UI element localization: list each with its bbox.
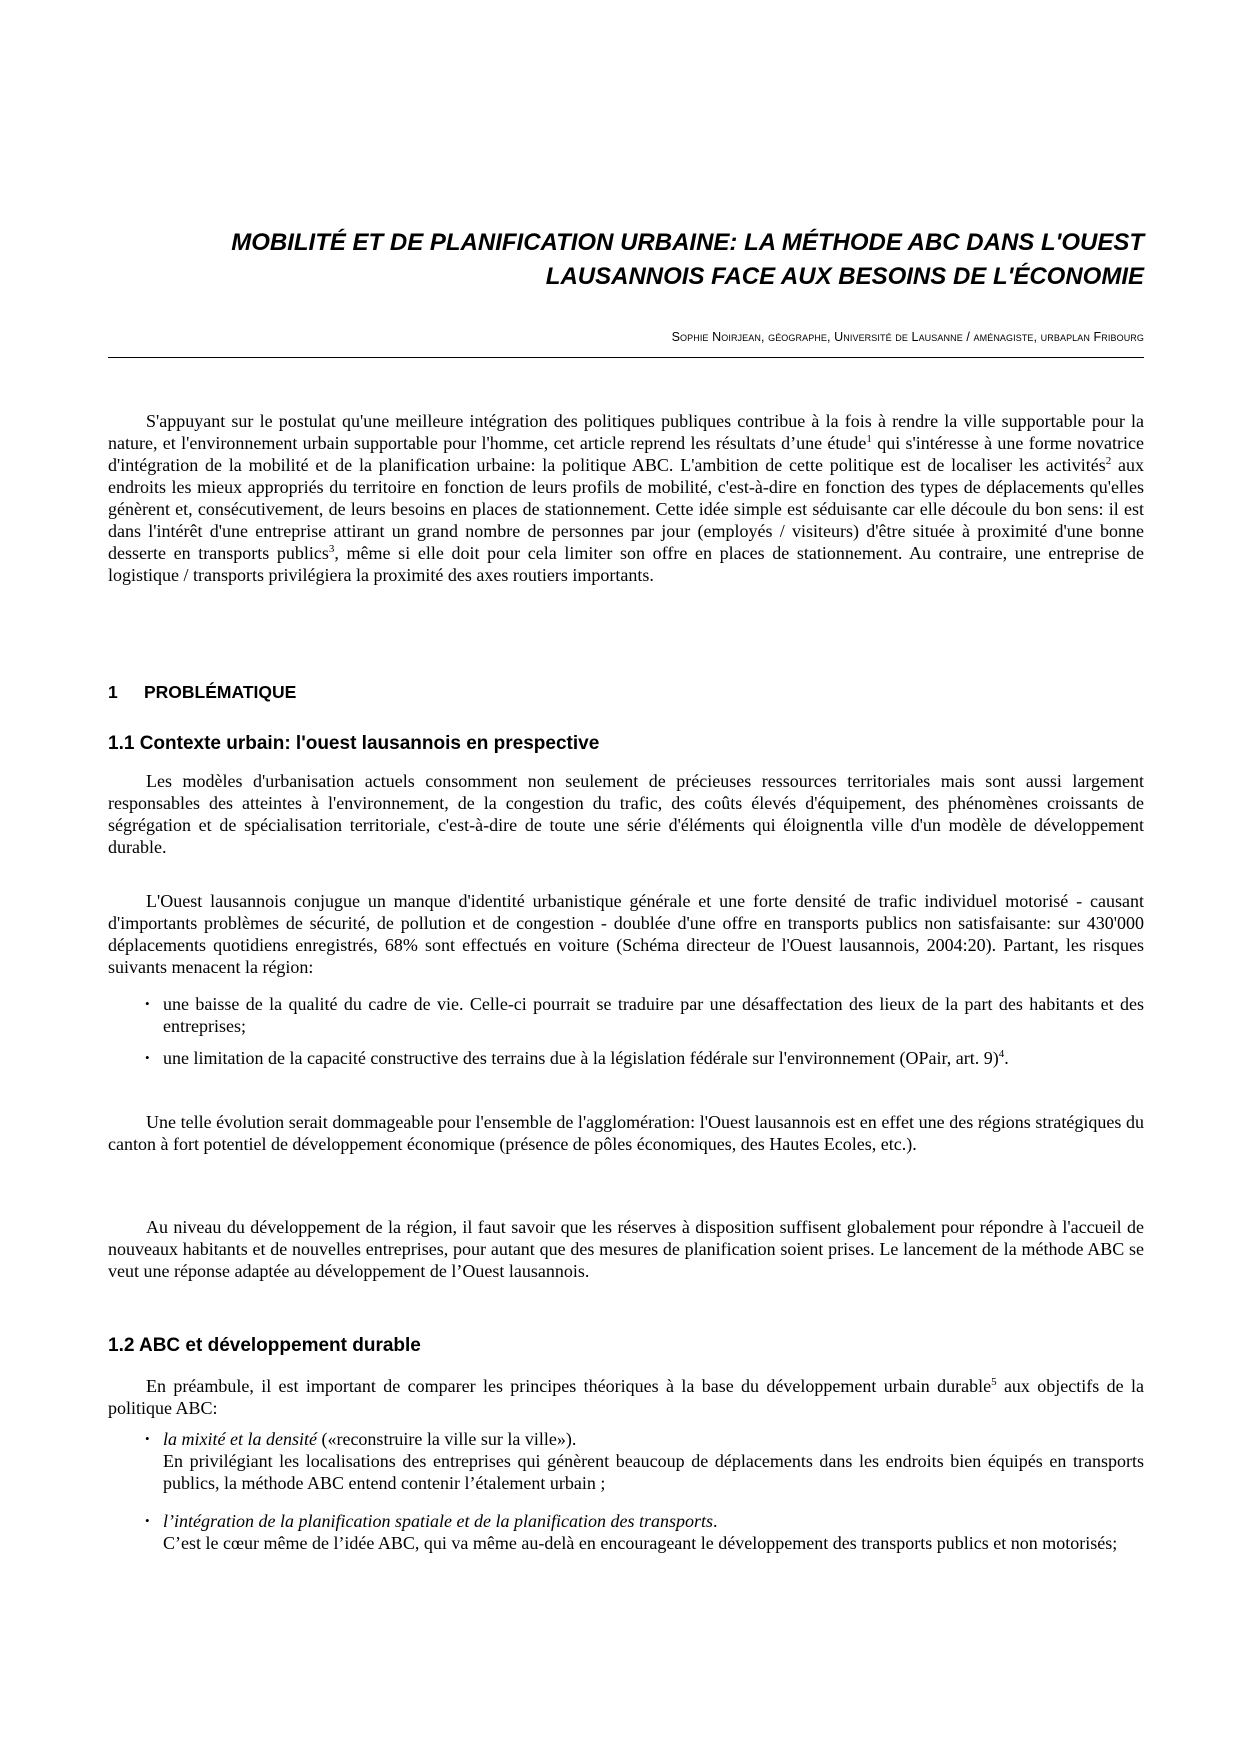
bullet-3-continuation: En privilégiant les localisations des entreprises qui génèrent beaucoup de déplacements dans les endroits bien équipés en transports publics, la méthode ABC entend contenir l’étalement urbain ; [163, 1451, 1144, 1493]
intro-text-2: qui s'intéresse à une forme novatrice d'intégration de la mobilité et de la planification urbaine: la politique ABC. L'ambition de cette politique est de localiser les activités [108, 433, 1144, 475]
bullet-icon: • [145, 996, 150, 1011]
section-1-1-para-1 [108, 770, 1144, 858]
author-line [108, 330, 1144, 344]
section-1-1-para-4-text: Au niveau du développement de la région, il faut savoir que les réserves à disposition suffisent globalement pour répondre à l'accueil de nouveaux habitants et de nouvelles entreprises, pour autant que des mesures de planification soient prises. Le lancement de la méthode ABC se veut une réponse adaptée au développement de l’Ouest lausannois. [108, 1217, 1144, 1281]
bullet-2-text [163, 1047, 1144, 1069]
bullet-3-text [163, 1428, 1144, 1450]
footnote-ref-2[interactable]: 2 [1105, 455, 1112, 467]
article-title [108, 226, 1144, 294]
title-line-2: LAUSANNOIS FACE AUX BESOINS DE L'ÉCONOMIE [545, 263, 1144, 290]
footnote-ref-1[interactable]: 1 [866, 433, 872, 445]
section-1-1-para-2-text: L'Ouest lausannois conjugue un manque d'identité urbanistique générale et une forte densité de trafic individuel motorisé - causant d'importants problèmes de sécurité, de pollution et de congestion - doublée d'une offre en transports publics non satisfaisante: sur 430'000 déplacements quotidiens enregistrés, 68% sont effectués en voiture (Schéma directeur de l'Ouest lausannois, 2004:20). Partant, les risques suivants menacent la région: [108, 891, 1144, 977]
section-1-1-para-2 [108, 890, 1144, 978]
section-1-1-para-3-text: Une telle évolution serait dommageable pour l'ensemble de l'agglomération: l'Ouest lausannois est en effet une des régions stratégiques du canton à fort potentiel de développement économique (présence de pôles économiques, des Hautes Ecoles, etc.). [108, 1112, 1144, 1154]
bullet-1-text: une baisse de la qualité du cadre de vie. Celle-ci pourrait se traduire par une désaffectation des lieux de la part des habitants et des entreprises; [163, 994, 1144, 1036]
section-1-2-para-1-text-a: En préambule, il est important de comparer les principes théoriques à la base du développement urbain durable [146, 1376, 992, 1396]
section-1-2-heading: 1.2 ABC et développement durable [108, 1335, 421, 1356]
section-1-1-para-4 [108, 1216, 1144, 1282]
section-1-1-para-3 [108, 1111, 1144, 1155]
title-line-1: MOBILITÉ ET DE PLANIFICATION URBAINE: LA MÉTHODE ABC DANS L'OUEST [231, 229, 1144, 256]
intro-text-4: , même si elle doit pour cela limiter son offre en places de stationnement. Au contraire, une entreprise de logistique / transports privilégiera la proximité des axes routiers importants. [108, 543, 1145, 585]
author-text: Sophie Noirjean, géographe, Université de Lausanne / aménagiste, urbaplan Fribourg [671, 330, 1144, 344]
list-item [145, 993, 1144, 1037]
bullet-2-body: une limitation de la capacité constructive des terrains due à la législation fédérale sur l'environnement (OPair, art. 9) [163, 1048, 999, 1068]
intro-text-3: aux endroits les mieux appropriés du territoire en fonction de leurs profils de mobilité, c'est-à-dire en fonction des types de déplacements qu'elles génèrent et, consécutivement, de leurs besoins en places de stationnement. Cette idée simple est séduisante car elle découle du bon sens: il est dans l'intérêt d'une entreprise attirant un grand nombre de personnes par jour (employés / visiteurs) d'être située à proximité d'une bonne desserte en transports publics [108, 455, 1144, 563]
bullet-icon: • [145, 1513, 150, 1528]
section-1-number: 1 [108, 682, 118, 702]
list-item [145, 1047, 1144, 1069]
intro-text-1: S'appuyant sur le postulat qu'une meilleure intégration des politiques publiques contribue à la fois à rendre la ville supportable pour la nature, et l'environnement urbain supportable pour l'homme, cet article reprend les résultats d’une étude [108, 411, 1144, 453]
intro-paragraph [108, 410, 1144, 586]
section-1-2-para-1-text-b: aux objectifs de la politique ABC: [108, 1376, 1144, 1418]
footnote-ref-3[interactable]: 3 [328, 543, 335, 555]
title-rule [108, 357, 1144, 358]
bullet-2-end: . [1004, 1048, 1009, 1068]
bullet-3-italic: la mixité et la densité [163, 1429, 317, 1449]
bullet-4-text [163, 1510, 1144, 1532]
bullet-4-rest: . [712, 1511, 718, 1531]
section-1-1-heading: 1.1 Contexte urbain: l'ouest lausannois en prespective [108, 733, 600, 754]
bullet-4-continuation: C’est le cœur même de l’idée ABC, qui va même au-delà en encourageant le développement des transports publics et non motorisés; [163, 1533, 1118, 1553]
section-1-heading [108, 682, 296, 703]
section-1-1-para-1-text: Les modèles d'urbanisation actuels consomment non seulement de précieuses ressources territoriales mais sont aussi largement responsables des atteintes à l'environnement, de la congestion du trafic, des coûts élevés d'équipement, des phénomènes croissants de ségrégation et de spécialisation territoriale, c'est-à-dire de toute une série d'éléments qui éloignentla ville d'un modèle de développement durable. [108, 771, 1144, 857]
section-1-2-para-1 [108, 1375, 1144, 1419]
bullet-4-italic: l’intégration de la planification spatiale et de la planification des transports [163, 1511, 713, 1531]
footnote-ref-5[interactable]: 5 [991, 1376, 997, 1388]
section-1-title: PROBLÉMATIQUE [144, 682, 297, 702]
footnote-ref-4[interactable]: 4 [998, 1048, 1005, 1060]
bullet-icon: • [145, 1431, 150, 1446]
list-item [145, 1510, 1144, 1554]
bullet-3-rest: («reconstruire la ville sur la ville»). [316, 1429, 577, 1449]
bullet-icon: • [145, 1050, 150, 1065]
list-item [145, 1428, 1144, 1494]
